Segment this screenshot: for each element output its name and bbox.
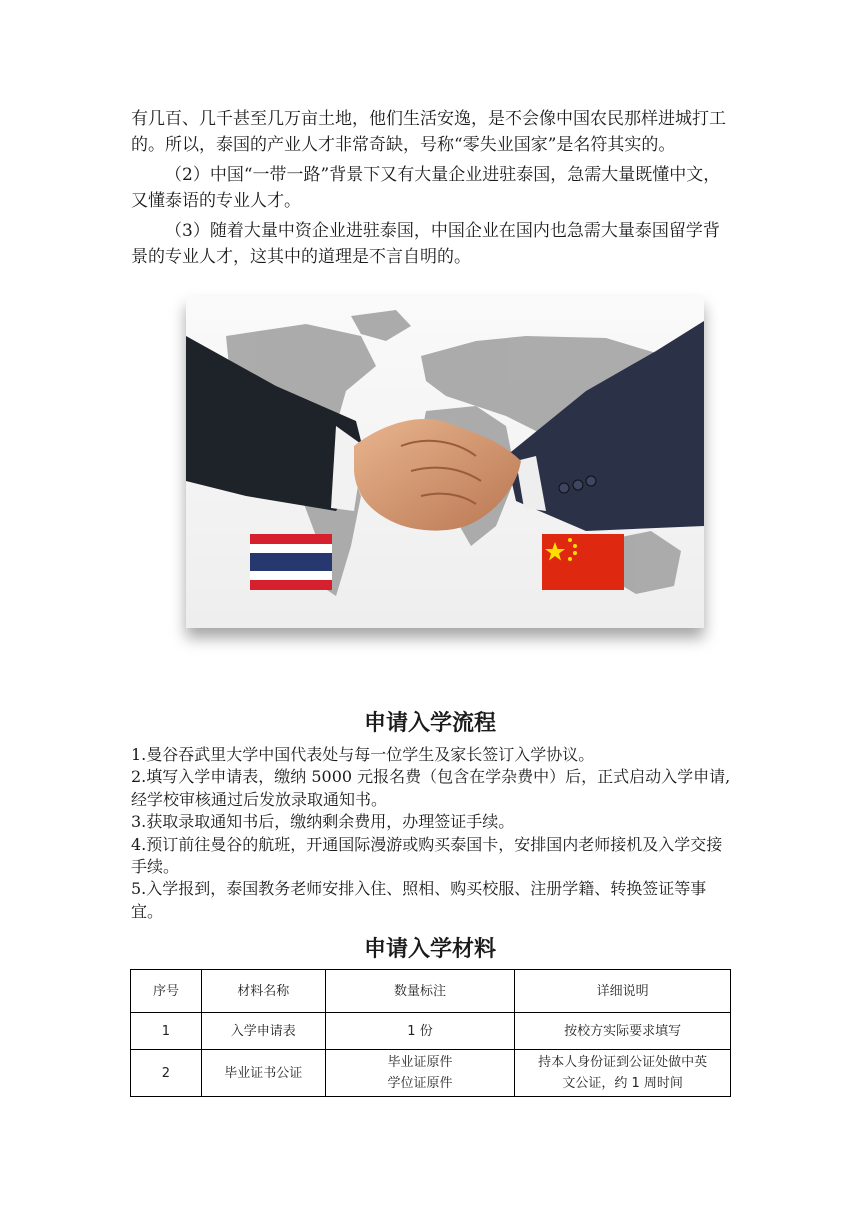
qty-line: 1 份 [407,1023,433,1039]
table-row [131,1013,731,1050]
process-steps [131,744,731,923]
intro-paragraph-2: （2）中国“一带一路”背景下又有大量企业进驻泰国，急需大量既懂中文，又懂泰语的专业人才。 [131,165,721,211]
handshake-illustration [186,296,704,628]
header-qty: 数量标注 [325,970,515,1013]
header-no: 序号 [131,970,202,1013]
process-step-2: 2.填写入学申请表，缴纳 5000 元报名费（包含在学杂费中）后，正式启动入学申请,经学校审核通过后发放录取通知书。 [131,767,731,809]
cell-no: 2 [131,1050,202,1097]
china-flag [542,534,624,590]
detail-line: 文公证，约 1 周时间 [562,1076,683,1091]
qty-line: 学位证原件 [387,1076,453,1091]
materials-table [130,969,731,1097]
cell-detail [515,1013,731,1050]
detail-line: 持本人身份证到公证处做中英 [538,1055,708,1070]
process-step-5: 5.入学报到，泰国教务老师安排入住、照相、购买校服、注册学籍、转换签证等事宜。 [131,879,707,921]
intro-paragraph-1: 有几百、几千甚至几万亩土地，他们生活安逸，是不会像中国农民那样进城打工的。所以，泰国的产业人才非常奇缺，号称“零失业国家”是名符其实的。 [131,109,726,155]
materials-title: 申请入学材料 [363,937,496,962]
qty-line: 毕业证原件 [387,1055,453,1070]
thailand-flag [250,534,332,590]
intro-paragraph-3: （3）随着大量中资企业进驻泰国，中国企业在国内也急需大量泰国留学背景的专业人才，这其中的道理是不言自明的。 [131,221,720,267]
header-detail: 详细说明 [515,970,731,1013]
process-title: 申请入学流程 [363,711,496,736]
cell-name: 入学申请表 [201,1013,325,1050]
process-step-4: 4.预订前往曼谷的航班，开通国际漫游或购买泰国卡，安排国内老师接机及入学交接手续。 [131,834,723,877]
handshake-figure [186,296,704,628]
process-step-1: 1.曼谷吞武里大学中国代表处与每一位学生及家长签订入学协议。 [131,745,595,764]
process-step-3: 3.获取录取通知书后，缴纳剩余费用，办理签证手续。 [131,812,515,832]
detail-line: 按校方实际要求填写 [564,1023,682,1039]
header-name: 材料名称 [201,970,325,1013]
table-row [131,1050,731,1097]
table-header-row [131,970,731,1013]
cell-qty [325,1013,515,1050]
cell-qty [325,1050,515,1097]
cell-detail [515,1050,731,1097]
cell-name: 毕业证书公证 [201,1050,325,1097]
cell-no: 1 [131,1013,202,1050]
